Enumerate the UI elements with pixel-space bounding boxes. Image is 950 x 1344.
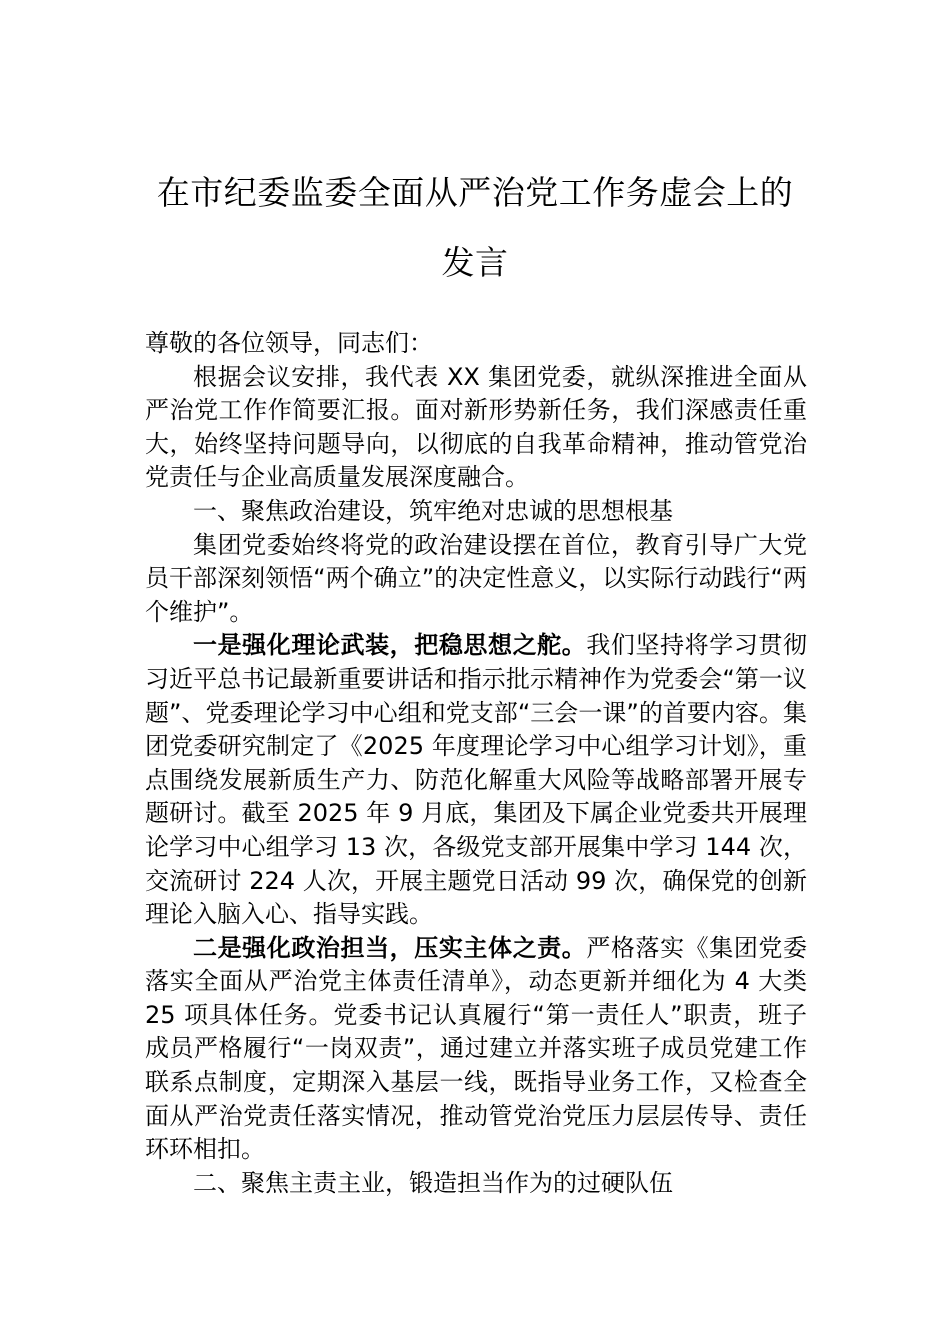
point-1-text: 我们坚持将学习贯彻习近平总书记最新重要讲话和指示批示精神作为党委会“第一议题”、党委理论学习中心组和党支部“三会一课”的首要内容。集团党委研究制定了《2025 年度理论学习中心组学习计划》，重点围绕发展新质生产力、防范化解重大风险等战略部署开展专题研讨。截至 2025 年 9 月底，集团及下属企业党委共开展理论学习中心组学习 13 次，各级党支部开展集中学习 144 次，交流研讨 224 人次，开展主题党日活动 99 次，确保党的创新理论入脑入心、指导实践。 xyxy=(145,631,808,929)
point-1-paragraph xyxy=(145,629,807,931)
section-1-paragraph: 集团党委始终将党的政治建设摆在首位，教育引导广大党员干部深刻领悟“两个确立”的决定性意义，以实际行动践行“两个维护”。 xyxy=(145,530,807,626)
document-body xyxy=(145,327,807,1200)
point-2-lead: 二是强化政治担当，压实主体之责。 xyxy=(193,933,587,962)
section-heading-2: 二、聚焦主责主业，锻造担当作为的过硬队伍 xyxy=(193,1168,673,1197)
point-2-text: 严格落实《集团党委落实全面从严治党主体责任清单》，动态更新并细化为 4 大类 25 项具体任务。党委书记认真履行“第一责任人”职责，班子成员严格履行“一岗双责”，通过建立并落实班子成员党建工作联系点制度，定期深入基层一线，既指导业务工作，又检查全面从严治党责任落实情况，推动管党治党压力层层传导、责任环环相扣。 xyxy=(145,933,808,1164)
point-2-paragraph xyxy=(145,932,807,1167)
point-1-lead: 一是强化理论武装，把稳思想之舵。 xyxy=(193,631,587,660)
salutation: 尊敬的各位领导，同志们： xyxy=(145,329,433,357)
document-title: 在市纪委监委全面从严治党工作务虚会上的发言 xyxy=(156,173,794,282)
section-heading-1: 一、聚焦政治建设，筑牢绝对忠诚的思想根基 xyxy=(193,496,673,525)
intro-paragraph: 根据会议安排，我代表 XX 集团党委，就纵深推进全面从严治党工作作简要汇报。面对新形势新任务，我们深感责任重大，始终坚持问题导向，以彻底的自我革命精神，推动管党治党责任与企业高质量发展深度融合。 xyxy=(145,362,807,492)
